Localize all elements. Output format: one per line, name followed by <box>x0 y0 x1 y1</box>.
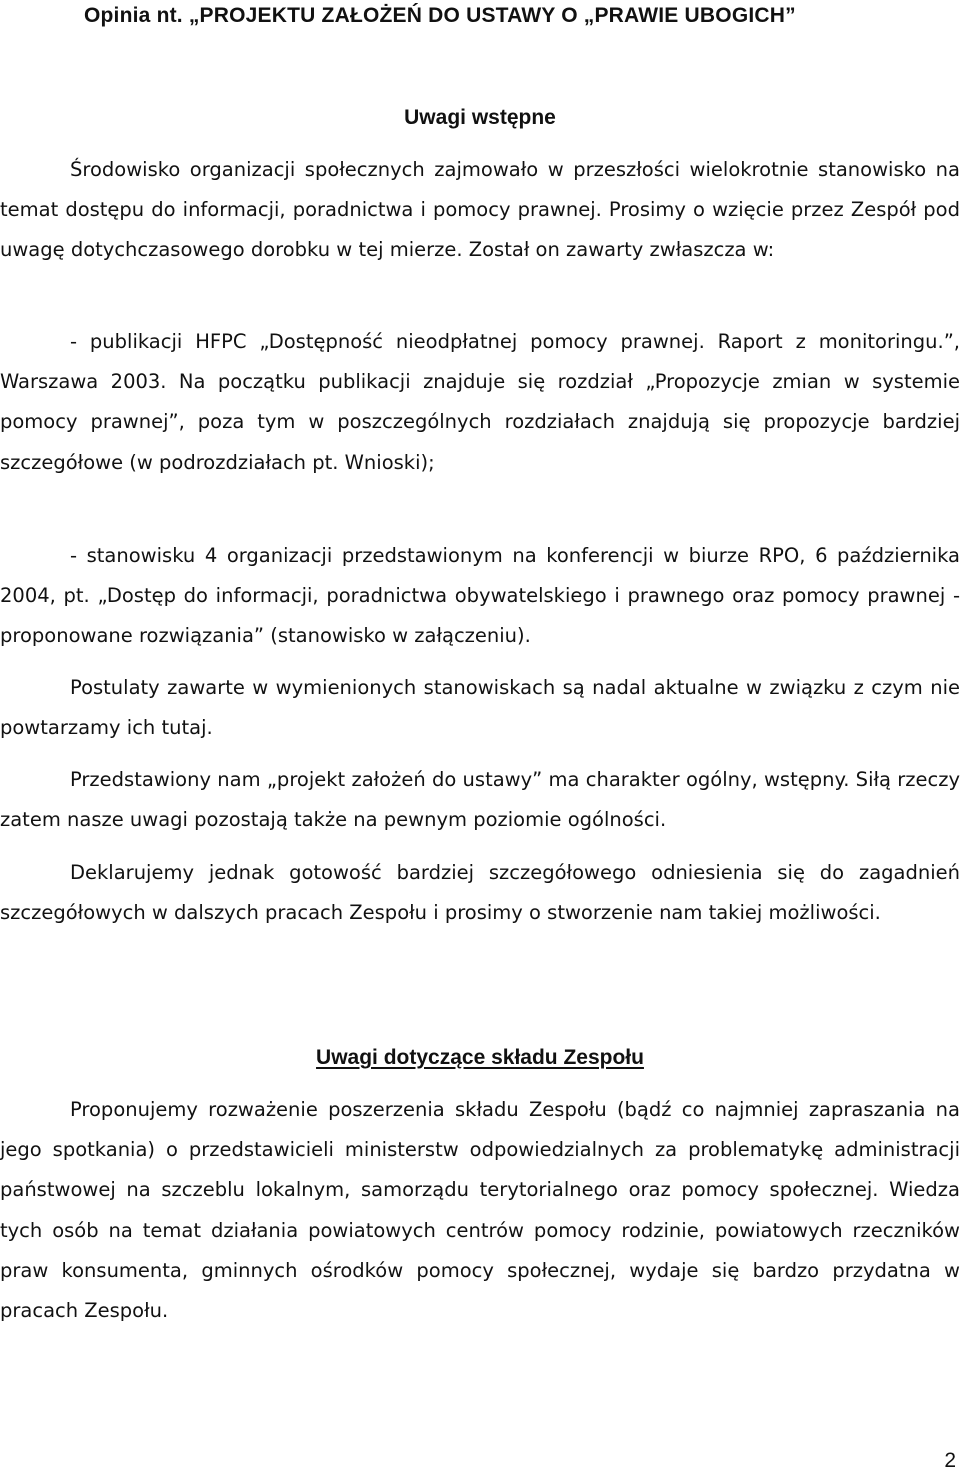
section-heading-intro: Uwagi wstępne <box>404 106 556 129</box>
paragraph-project-character: Przedstawiony nam „projekt założeń do ustawy” ma charakter ogólny, wstępny. Siłą rzeczy zatem nasze uwagi pozostają także na pewnym poziomie ogólności. <box>0 768 960 832</box>
page-number: 2 <box>944 1449 956 1472</box>
list-item-rpo-position: - stanowisku 4 organizacji przedstawionym na konferencji w biurze RPO, 6 października 2004, pt. „Dostęp do informacji, poradnictwa obywatelskiego i prawnego oraz pomocy prawnej - proponowane rozwiązania” (stanowisko w załączeniu). <box>0 544 960 648</box>
paragraph-postulates: Postulaty zawarte w wymienionych stanowiskach są nadal aktualne w związku z czym nie powtarzamy ich tutaj. <box>0 676 960 740</box>
paragraph-intro: Środowisko organizacji społecznych zajmowało w przeszłości wielokrotnie stanowisko na temat dostępu do informacji, poradnictwa i pomocy prawnej. Prosimy o wzięcie przez Zespół pod uwagę dotychczasowego dorobku w tej mierze. Został on zawarty zwłaszcza w: <box>0 158 960 262</box>
paragraph-team-composition: Proponujemy rozważenie poszerzenia składu Zespołu (bądź co najmniej zapraszania na jego spotkania) o przedstawicieli ministerstw odpowiedzialnych za problematykę administracji państwowej na szczeblu lokalnym, samorządu terytorialnego oraz pomocy społecznej. Wiedza tych osób na temat działania powiatowych centrów pomocy rodzinie, powiatowych rzeczników praw konsumenta, gminnych ośrodków pomocy społecznej, wydaje się bardzo przydatna w pracach Zespołu. <box>0 1098 960 1323</box>
paragraph-declaration: Deklarujemy jednak gotowość bardziej szczegółowego odniesienia się do zagadnień szczegółowych w dalszych pracach Zespołu i prosimy o stworzenie nam takiej możliwości. <box>0 861 960 925</box>
list-item-hfpc-publication: - publikacji HFPC „Dostępność nieodpłatnej pomocy prawnej. Raport z monitoringu.”, Warszawa 2003. Na początku publikacji znajduje się rozdział „Propozycje zmian w systemie pomocy prawnej”, poza tym w poszczególnych rozdziałach znajdują się propozycje bardziej szczegółowe (w podrozdziałach pt. Wnioski); <box>0 330 960 474</box>
document-title: Opinia nt. „PROJEKTU ZAŁOŻEŃ DO USTAWY O „PRAWIE UBOGICH” <box>84 4 796 27</box>
section-heading-team: Uwagi dotyczące składu Zespołu <box>316 1046 644 1069</box>
